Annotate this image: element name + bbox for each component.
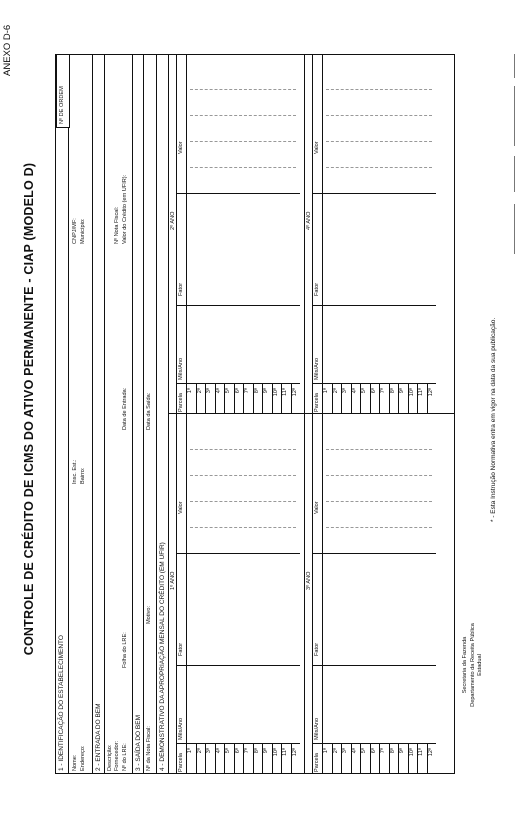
signature-line-2: Departamento da Receita Pública Estadual: [469, 623, 483, 707]
parcel-row-number: 6ª: [370, 388, 377, 394]
value-guide-line: [326, 475, 432, 476]
section1-cnpj-label: CNPJ/MF:: [72, 218, 78, 244]
section2-bottom-rule: [132, 54, 133, 774]
section2-description-label: Descrição:: [107, 744, 113, 771]
value-guide-line: [190, 115, 296, 116]
section2-heading: 2 - ENTRADA DO BEM: [95, 703, 102, 771]
year-top-rule: [176, 414, 177, 774]
parcel-row-number: 8ª: [389, 388, 396, 394]
col-valor-4: Valor: [314, 141, 320, 154]
parcel-row-number: 1ª: [323, 748, 329, 754]
parcel-row-number: 9ª: [263, 748, 269, 754]
year-label-2: 2º ANO: [170, 211, 176, 230]
parcel-row-number: 1ª: [187, 748, 193, 754]
parcel-row-number: 8ª: [389, 748, 396, 754]
parcel-row-number: 4ª: [351, 388, 358, 394]
value-guide-line: [190, 501, 296, 502]
section2-entry-date-label: Data de Entrada:: [122, 387, 128, 430]
parcel-row-number: 2ª: [196, 388, 203, 394]
parcel-row-number: 5ª: [361, 388, 367, 394]
parcel-row-number: 2ª: [332, 748, 339, 754]
section1-district-label: Bairro:: [80, 467, 86, 484]
parcel-row-number: 12ª: [291, 388, 298, 397]
col-fator-2: Fator: [178, 282, 184, 296]
column-divider: [176, 193, 300, 194]
value-guide-line: [190, 141, 296, 142]
parcel-row-number: 5ª: [361, 748, 367, 754]
section1-heading: 1 - IDENTIFICAÇÃO DO ESTABELECIMENTO: [58, 635, 65, 771]
scan-mark: [514, 54, 515, 78]
parcel-row-number: 11ª: [418, 748, 424, 756]
parcel-row-number: 5ª: [225, 748, 231, 754]
header-bottom-rule: [322, 54, 323, 414]
section1-ie-label: Insc. Est.:: [72, 459, 78, 484]
parcel-row-number: 7ª: [244, 748, 250, 754]
col-mes-ano-3: Mês/Ano: [314, 717, 320, 740]
parcel-row-number: 9ª: [399, 388, 405, 394]
parcel-row-number: 2ª: [332, 388, 339, 394]
year-top-rule: [312, 414, 313, 774]
section3-reason-label: Motivo:: [146, 605, 152, 624]
section1-bottom-rule: [92, 54, 93, 774]
col-valor-2: Valor: [178, 141, 184, 154]
section3-invoice-label: Nº da Nota Fiscal:: [146, 726, 152, 771]
parcel-row-number: 6ª: [234, 388, 241, 394]
parcel-row-number: 9ª: [263, 388, 269, 394]
year-label-3: 3º ANO: [306, 571, 312, 590]
scan-mark: [514, 204, 515, 254]
col-mes-ano-4: Mês/Ano: [314, 357, 320, 380]
year-top-rule: [176, 54, 177, 414]
col-valor-1: Valor: [178, 501, 184, 514]
parcel-row-number: 10ª: [408, 388, 415, 397]
parcel-row-number: 4ª: [351, 748, 358, 754]
form-title: CONTROLE DE CRÉDITO DE ICMS DO ATIVO PERMANENTE - CIAP (MODELO D): [22, 162, 36, 656]
col-fator-4: Fator: [314, 282, 320, 296]
signature-line-1: Secretaria da Fazenda: [462, 636, 468, 694]
col-fator-3: Fator: [314, 642, 320, 656]
col-mes-ano-2: Mês/Ano: [178, 357, 184, 380]
section2-lre-page-label: Folha do LRE:: [122, 632, 128, 668]
col-fator-1: Fator: [178, 642, 184, 656]
parcel-row-number: 11ª: [282, 748, 288, 756]
section1-name-label: Nome:: [72, 754, 78, 771]
section2-invoice-label: Nº Nota Fiscal:: [114, 206, 120, 244]
scan-artifact-strip: [514, 0, 515, 814]
column-divider: [176, 665, 300, 666]
value-guide-line: [190, 527, 296, 528]
parcel-row-number: 12ª: [427, 748, 434, 757]
section4-divider: [168, 54, 169, 774]
parcel-row-number: 1ª: [323, 388, 329, 394]
value-guide-line: [190, 167, 296, 168]
value-guide-line: [326, 115, 432, 116]
value-guide-line: [190, 89, 296, 90]
parcel-row-number: 7ª: [244, 388, 250, 394]
section2-supplier-label: Fornecedor:: [114, 740, 120, 771]
header-bottom-rule: [186, 54, 187, 414]
form-frame: [55, 54, 455, 774]
signature-block: [462, 620, 485, 710]
column-divider: [176, 305, 300, 306]
parcel-row-number: 7ª: [380, 388, 386, 394]
section2-divider: [104, 54, 105, 774]
parcel-row-number: 12ª: [427, 388, 434, 397]
header-bottom-rule: [186, 414, 187, 774]
section1-city-label: Município:: [80, 218, 86, 244]
value-guide-line: [190, 449, 296, 450]
parcel-row-number: 8ª: [253, 748, 260, 754]
section4-year-divider: [304, 54, 305, 774]
parcel-row-number: 10ª: [272, 388, 279, 397]
annex-label: ANEXO D-6: [2, 24, 13, 76]
year-label-1: 1º ANO: [170, 571, 176, 590]
parcel-row-number: 2ª: [196, 748, 203, 754]
year-label-4: 4º ANO: [306, 211, 312, 230]
parcel-row-number: 10ª: [272, 748, 279, 757]
parcel-row-number: 1ª: [187, 388, 193, 394]
parcel-row-number: 3ª: [206, 388, 212, 394]
section4-heading: 4 - DEMONSTRATIVO DA APROPRIAÇÃO MENSAL DO CRÉDITO (EM UFIR): [159, 542, 166, 771]
col-mes-ano-1: Mês/Ano: [178, 717, 184, 740]
col-parcela-3: Parcela: [314, 753, 320, 772]
section2-credit-value-label: Valor do Crédito (em UFIR):: [122, 174, 128, 244]
footnote: * - Esta Instrução Normativa entra em vigor na data da sua publicação.: [490, 317, 497, 522]
parcel-row-number: 10ª: [408, 748, 415, 757]
section3-heading: 3 - SAÍDA DO BEM: [135, 715, 142, 771]
parcel-row-number: 11ª: [418, 388, 424, 396]
parcel-row-number: 4ª: [215, 388, 222, 394]
parcel-row-number: 11ª: [282, 388, 288, 396]
parcel-row-number: 8ª: [253, 388, 260, 394]
parcel-row-number: 3ª: [342, 748, 348, 754]
column-divider: [312, 193, 436, 194]
value-guide-line: [326, 167, 432, 168]
scan-mark: [514, 86, 515, 146]
parcel-row-number: 5ª: [225, 388, 231, 394]
value-guide-line: [326, 89, 432, 90]
order-number-label: Nº DE ORDEM: [59, 86, 65, 124]
column-divider: [312, 665, 436, 666]
section2-lre-label: Nº do LRE:: [122, 743, 128, 771]
parcel-row-number: 6ª: [234, 748, 241, 754]
col-parcela-1: Parcela: [178, 753, 184, 772]
column-divider: [312, 305, 436, 306]
parcel-row-number: 9ª: [399, 748, 405, 754]
parcel-row-number: 12ª: [291, 748, 298, 757]
column-divider: [312, 553, 436, 554]
parcel-row-number: 3ª: [342, 388, 348, 394]
section3-exit-date-label: Data da Saída:: [146, 392, 152, 430]
parcel-row-number: 3ª: [206, 748, 212, 754]
section1-divider: [68, 128, 69, 774]
value-guide-line: [326, 501, 432, 502]
parcel-row-number: 7ª: [380, 748, 386, 754]
value-guide-line: [326, 141, 432, 142]
value-guide-line: [190, 475, 296, 476]
value-guide-line: [326, 449, 432, 450]
parcel-row-number: 4ª: [215, 748, 222, 754]
col-parcela-4: Parcela: [314, 393, 320, 412]
scan-mark: [514, 156, 515, 192]
column-divider: [176, 553, 300, 554]
header-bottom-rule: [322, 414, 323, 774]
section3-divider: [143, 54, 144, 774]
col-valor-3: Valor: [314, 501, 320, 514]
section3-bottom-rule: [156, 54, 157, 774]
col-parcela-2: Parcela: [178, 393, 184, 412]
year-top-rule: [312, 54, 313, 414]
parcel-row-number: 6ª: [370, 748, 377, 754]
section1-address-label: Endereço:: [80, 745, 86, 771]
value-guide-line: [326, 527, 432, 528]
